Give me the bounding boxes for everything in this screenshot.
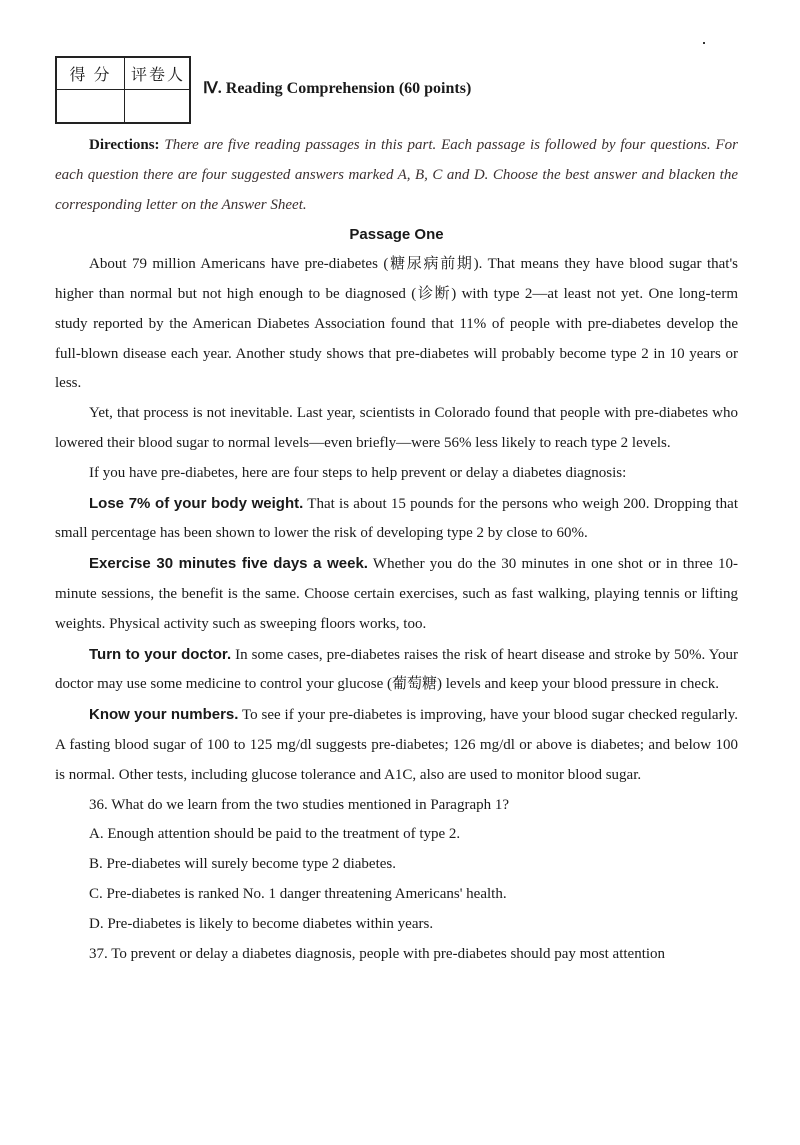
answer-option-b[interactable]: B. Pre-diabetes will surely become type 2 diabetes. <box>89 856 396 873</box>
step-heading: Turn to your doctor. <box>89 645 232 663</box>
answer-option-a[interactable]: A. Enough attention should be paid to the treatment of type 2. <box>89 826 461 843</box>
print-speck <box>703 42 705 44</box>
step-heading: Exercise 30 minutes five days a week. <box>89 555 368 573</box>
question-stem: 37. To prevent or delay a diabetes diagnosis, people with pre-diabetes should pay most attention <box>89 945 666 962</box>
content <box>55 131 738 969</box>
paragraph: If you have pre-diabetes, here are four steps to help prevent or delay a diabetes diagnosis: <box>89 464 627 481</box>
answer-option-c[interactable]: C. Pre-diabetes is ranked No. 1 danger threatening Americans' health. <box>89 885 507 902</box>
directions <box>55 131 738 220</box>
directions-label: Directions: <box>89 137 160 153</box>
answer-option-d[interactable]: D. Pre-diabetes is likely to become diabetes within years. <box>89 915 434 932</box>
grader-field[interactable] <box>125 90 191 122</box>
step-paragraph <box>55 489 738 550</box>
directions-text: There are five reading passages in this part. Each passage is followed by four questions. For each question there are four suggested answers marked A, B, C and D. Choose the best answer and blacken the corresponding letter on the Answer Sheet. <box>55 137 738 213</box>
step-heading: Know your numbers. <box>89 706 239 724</box>
score-label: 得 分 <box>57 58 125 90</box>
score-field[interactable] <box>57 90 125 122</box>
grader-label: 评卷人 <box>125 58 191 90</box>
step-paragraph <box>55 549 738 639</box>
step-paragraph <box>55 640 738 701</box>
step-text: That is about 15 pounds for the persons who weigh 200. Dropping that small percentage has been shown to lower the risk of developing type 2 by close to 60%. <box>55 495 739 542</box>
paragraph: About 79 million Americans have pre-diabetes (糖尿病前期). That means they have blood sugar that's higher than normal but not high enough to be diagnosed (诊断) with type 2—at least not yet. One long-term study reported by the American Diabetes Association found that 11% of people with pre-diabetes develop the full-blown disease each year. Another study shows that pre-diabetes will probably become type 2 in 10 years or less. <box>55 256 738 392</box>
step-paragraph <box>55 700 738 790</box>
paragraph: Yet, that process is not inevitable. Last year, scientists in Colorado found that people with pre-diabetes who lowered their blood sugar to normal levels—even briefly—were 56% less likely to reach type 2 levels. <box>55 405 738 451</box>
section-title: Ⅳ. Reading Comprehension (60 points) <box>203 80 472 97</box>
passage-title: Passage One <box>349 226 444 244</box>
question-37 <box>55 940 738 970</box>
score-box <box>55 56 191 124</box>
question-36 <box>55 791 738 940</box>
step-heading: Lose 7% of your body weight. <box>89 494 304 512</box>
step-text: To see if your pre-diabetes is improving, have your blood sugar checked regularly. A fasting blood sugar of 100 to 125 mg/dl suggests pre-diabetes; 126 mg/dl or above is diabetes; and below 100 is normal. Other tests, including glucose tolerance and A1C, also are used to monitor blood sugar. <box>55 707 739 783</box>
step-text: In some cases, pre-diabetes raises the risk of heart disease and stroke by 50%. Your doctor may use some medicine to control your glucose (葡萄糖) levels and keep your blood pressure in check. <box>55 646 738 693</box>
step-text: Whether you do the 30 minutes in one shot or in three 10-minute sessions, the benefit is the same. Choose certain exercises, such as fast walking, playing tennis or lifting weights. Physical activity such as sweeping floors works, too. <box>55 556 738 632</box>
question-stem: 36. What do we learn from the two studies mentioned in Paragraph 1? <box>89 796 510 813</box>
